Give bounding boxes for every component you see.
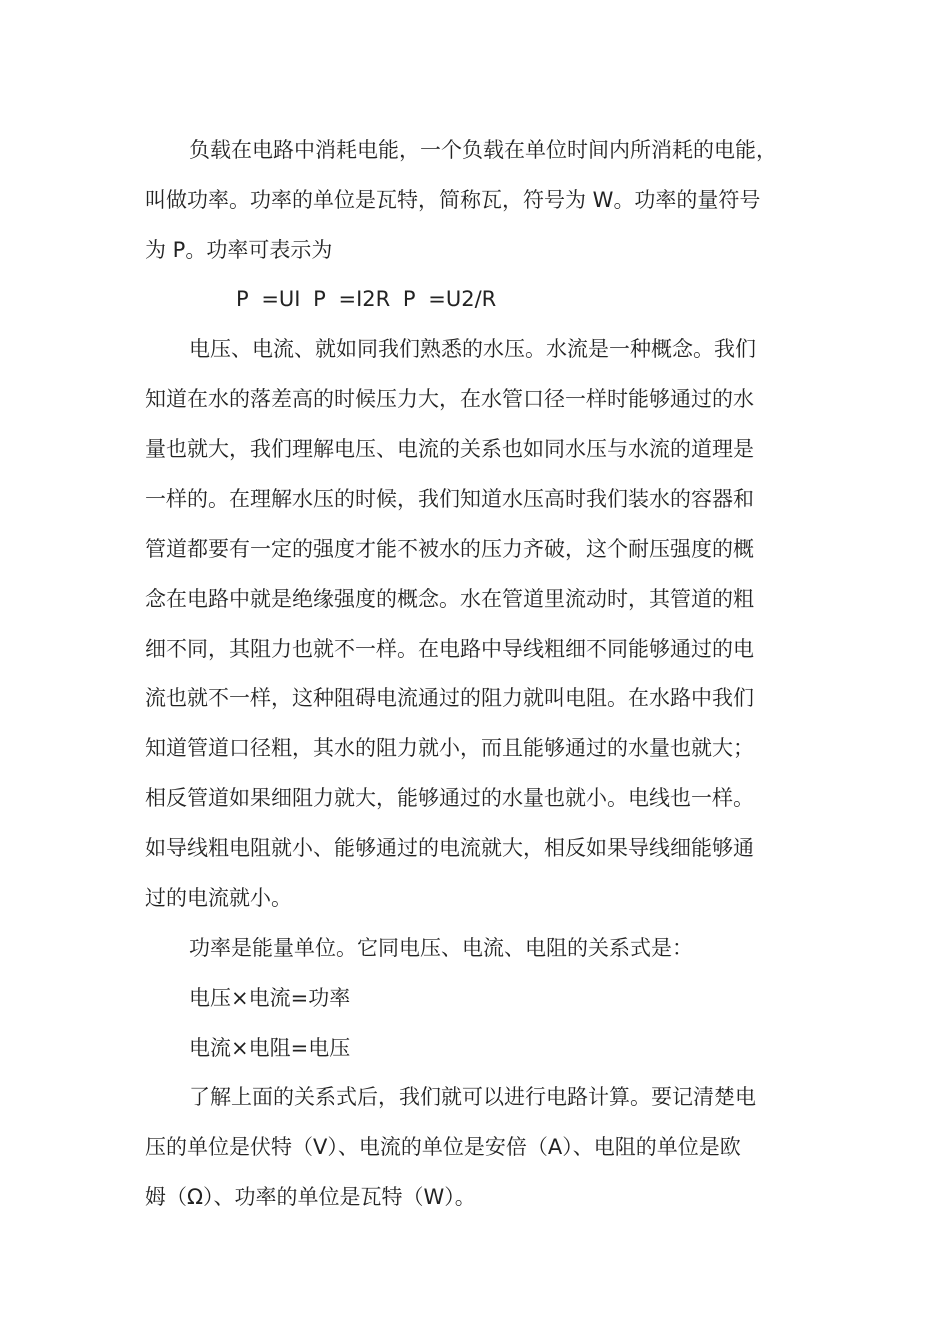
paragraph-analogy-line-6: 念在电路中就是绝缘强度的概念。水在管道里流动时，其管道的粗 bbox=[145, 587, 754, 611]
relation-voltage: 电流×电阻=电压 bbox=[189, 1036, 351, 1060]
paragraph-analogy-line-4: 一样的。在理解水压的时候，我们知道水压高时我们装水的容器和 bbox=[145, 487, 754, 511]
paragraph-analogy-line-2: 知道在水的落差高的时候压力大，在水管口径一样时能够通过的水 bbox=[145, 387, 754, 411]
paragraph-analogy-line-7: 细不同，其阻力也就不一样。在电路中导线粗细不同能够通过的电 bbox=[145, 637, 754, 661]
relation-power: 电压×电流=功率 bbox=[189, 986, 351, 1010]
paragraph-units-line-2: 压的单位是伏特（V）、电流的单位是安倍（A）、电阻的单位是欧 bbox=[145, 1135, 741, 1159]
paragraph-units-line-1: 了解上面的关系式后，我们就可以进行电路计算。要记清楚电 bbox=[189, 1085, 756, 1109]
paragraph-analogy-line-10: 相反管道如果细阻力就大，能够通过的水量也就小。电线也一样。 bbox=[145, 786, 754, 810]
paragraph-power-line-3: 为 P。功率可表示为 bbox=[145, 238, 333, 262]
paragraph-power-line-2: 叫做功率。功率的单位是瓦特，简称瓦，符号为 W。功率的量符号 bbox=[145, 188, 761, 212]
paragraph-units-line-3: 姆（Ω）、功率的单位是瓦特（W）。 bbox=[145, 1185, 476, 1209]
paragraph-analogy-line-11: 如导线粗电阻就小、能够通过的电流就大，相反如果导线细能够通 bbox=[145, 836, 754, 860]
paragraph-power-line-1: 负载在电路中消耗电能，一个负载在单位时间内所消耗的电能， bbox=[189, 138, 777, 162]
paragraph-analogy-line-1: 电压、电流、就如同我们熟悉的水压。水流是一种概念。我们 bbox=[189, 337, 756, 361]
paragraph-analogy-line-8: 流也就不一样，这种阻碍电流通过的阻力就叫电阻。在水路中我们 bbox=[145, 686, 754, 710]
paragraph-analogy-line-3: 量也就大，我们理解电压、电流的关系也如同水压与水流的道理是 bbox=[145, 437, 754, 461]
paragraph-analogy-line-5: 管道都要有一定的强度才能不被水的压力齐破，这个耐压强度的概 bbox=[145, 537, 754, 561]
relation-intro: 功率是能量单位。它同电压、电流、电阻的关系式是： bbox=[189, 936, 693, 960]
paragraph-analogy-line-9: 知道管道口径粗，其水的阻力就小，而且能够通过的水量也就大； bbox=[145, 736, 754, 760]
paragraph-analogy-line-12: 过的电流就小。 bbox=[145, 886, 292, 910]
power-formula: P =UI P =I2R P =U2/R bbox=[236, 287, 497, 311]
